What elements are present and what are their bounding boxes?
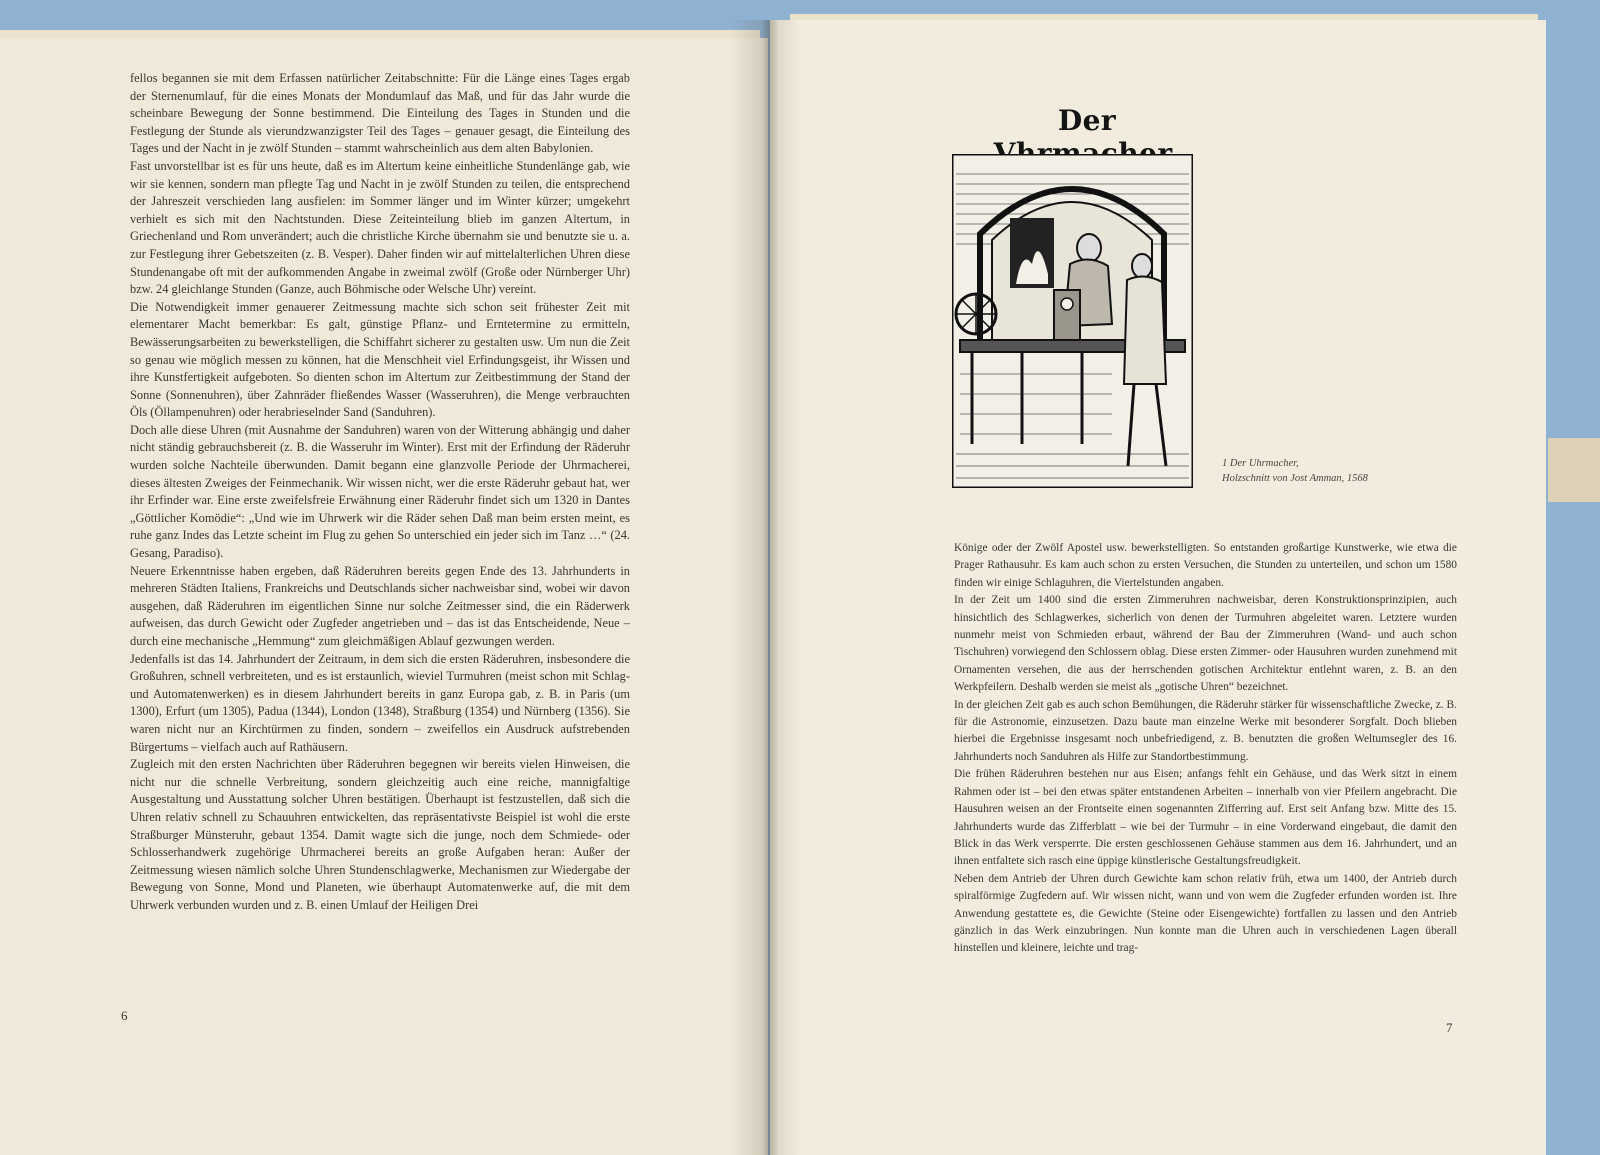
paragraph: Fast unvorstellbar ist es für uns heute, daß es im Altertum keine einheitliche Stundenlänge gab, wie wir sie kennen, sondern man pflegte Tag und Nacht in je zwölf Stunden zu teilen, die entsprechend der Jahreszeit verschieden lang ausfielen: im Sommer länger und im Winter kürzer; umgekehrt verhielt es sich mit den Nachtstunden. Diese Zeiteinteilung blieb im ganzen Altertum, in Griechenland und Rom unverändert; auch die christliche Kirche übernahm sie und benutzte sie u. a. zur Festlegung ihrer Gebetszeiten (z. B. Vesper). Daher finden wir auf mittelalterlichen Uhren diese Stundenangabe oft mit der aufkommenden Angabe in zweimal zwölf (Große oder Nürnberger Uhr) bzw. 24 gleichlange Stunden (Ganze, auch Böhmische oder Welsche Uhr) vereint. [130, 158, 630, 297]
paragraph: Die frühen Räderuhren bestehen nur aus Eisen; anfangs fehlt ein Gehäuse, und das Werk sitzt in einem Rahmen oder ist – bei den etwas später entstandenen Arbeiten – innerhalb von vier Pfeilern angebracht. Die Hausuhren weisen an der Frontseite einen sogenannten Zifferring auf. Erst seit Anfang bzw. Mitte des 15. Jahrhunderts wurde das Zifferblatt – wie bei der Turmuhr – in eine Vorderwand eingebaut, die damit den Blick in das Werk versperrte. Die ersten geschlossenen Gehäuse stammen aus dem 16. Jahrhundert, und an ihnen entfaltete sich rasch eine üppige künstlerische Gestaltungsfreudigkeit. [954, 768, 1457, 868]
page-number-right: 7 [1446, 1020, 1453, 1035]
woodcut-illustration [952, 154, 1193, 488]
figure-caption [1222, 456, 1442, 486]
caption-line: 1 Der Uhrmacher, [1222, 458, 1299, 469]
paragraph: Könige oder der Zwölf Apostel usw. bewerkstelligten. So entstanden großartige Kunstwerke, wie etwa die Prager Rathausuhr. Es kam auch schon zu ersten Versuchen, die Stunden zu unterteilen, und schon um 1580 finden wir einige Schlaguhren, die Viertelstunden angaben. [954, 542, 1457, 589]
caption-line: Holzschnitt von Jost Amman, 1568 [1222, 473, 1368, 484]
woodcut-title: Der [1057, 104, 1117, 137]
right-page-text [954, 540, 1457, 958]
back-page-tab [1548, 438, 1600, 502]
paragraph: In der Zeit um 1400 sind die ersten Zimmeruhren nachweisbar, deren Konstruktionsprinzipien, auch hinsichtlich des Schlagwerkes, sicherlich von denen der Turmuhren abgeleitet waren. Letztere wurden nunmehr meist von Schmieden erbaut, während der Bau der Zimmeruhren (Wand- und auch schon Tischuhren) vorwiegend den Schlossern oblag. Diese ersten Zimmer- oder Hausuhren wurden zunehmend mit Ornamenten versehen, die aus der herrschenden gotischen Architektur entlehnt waren, z. B. an den Werkpfeilern. Deshalb werden sie meist als „gotische Uhren“ bezeichnet. [954, 594, 1457, 694]
paragraph: fellos begannen sie mit dem Erfassen natürlicher Zeitabschnitte: Für die Länge eines Tages ergab der Sternenumlauf, für die eines Monats der Mondumlauf das Maß, und für das Jahr wurde die scheinbare Bewegung der Sonne bestimmend. Die Einteilung des Tages in Stunden und die Festlegung der Stunde als vierundzwanzigster Teil des Tages – genauer gesagt, die Einteilung des Tages und der Nacht in je zwölf Stunden – stammt wahrscheinlich aus dem alten Babylonien. [130, 71, 630, 156]
paragraph: Doch alle diese Uhren (mit Ausnahme der Sanduhren) waren von der Witterung abhängig und daher nicht ständig gebrauchsbereit (z. B. die Wasseruhr im Winter). Erst mit der Erfindung der Räderuhr wurden solche Nachteile überwunden. Damit begann eine glanzvolle Periode der Uhrmacherei, dieses ältesten Zweiges der Feinmechanik. Wir wissen nicht, wer die erste Räderuhr gebaut hat, wer ihr Erfinder war. Eine erste zweifelsfreie Erwähnung einer Räderuhr findet sich um 1320 in Dantes „Göttlicher Komödie“: „Und wie im Uhrwerk wir die Räder sehen Daß man beim ersten meint, es ruhe ganz Indes das Letzte scheint im Flug zu gehen So unterschied ein jeder sich im Tanz …“ (24. Gesang, Paradiso). [130, 422, 630, 561]
paragraph: Die Notwendigkeit immer genauerer Zeitmessung machte sich schon seit frühester Zeit mit elementarer Macht bemerkbar: Es galt, günstige Pflanz- und Erntetermine zu ermitteln, Bewässerungsarbeiten zu bewerkstelligen, die Schiffahrt sicherer zu gestalten usw. Um nun die Zeit so genau wie möglich messen zu können, hat die Menschheit viel Erfindungsgeist, ihr Wissen und ihre Kunstfertigkeit aufgeboten. So dienten schon im Altertum zur Zeitbestimmung der Stand der Sonne (Sonnenuhren), über Zahnräder fließendes Wasser (Wasseruhren), die Menge verbrauchten Öls (Öllampenuhren) oder herabrieselnder Sand (Sanduhren). [130, 299, 630, 420]
paragraph: Neuere Erkenntnisse haben ergeben, daß Räderuhren bereits gegen Ende des 13. Jahrhunderts in mehreren Städten Italiens, Frankreichs und Deutschlands sicher nachweisbar sind, wobei wir davon ausgehen, daß Räderuhren im eigentlichen Sinne nur solche Zeitmesser sind, die ein Räderwerk aufweisen, das durch Gewicht oder Zugfeder angetrieben und – das ist das Entscheidende, Neue – durch eine mechanische „Hemmung“ zum gleichmäßigen Ablauf gezwungen werden. [130, 563, 630, 648]
page-number-left: 6 [121, 1008, 128, 1023]
left-page-text [130, 70, 630, 915]
paragraph: In der gleichen Zeit gab es auch schon Bemühungen, die Räderuhr stärker für wissenschaftliche Zwecke, z. B. für die Astronomie, einzusetzen. Dazu baute man einzelne Werke mit besonderer Sorgfalt. Doch blieben hierbei die Ergebnisse insgesamt noch unbefriedigend, z. B. benutzten die großen Weltumsegler des 16. Jahrhunderts noch Sanduhren als Hilfe zur Standortbestimmung. [954, 698, 1457, 763]
paragraph: Zugleich mit den ersten Nachrichten über Räderuhren begegnen wir bereits vielen Hinweisen, die nicht nur die schnelle Verbreitung, sondern gleichzeitig auch eine reiche, mannigfaltige Ausgestaltung und Ausstattung solcher Uhren bestätigen. Überhaupt ist festzustellen, daß sich die Uhren relativ schnell zu Schauuhren entwickelten, das repräsentativste Beispiel ist wohl die erste Straßburger Münsteruhr, gebaut 1354. Damit wagte sich die junge, noch dem Schmiede- oder Schlosserhandwerk zugehörige Uhrmacherei bereits an große Aufgaben heran: Außer der Zeitmessung wiesen nämlich solche Uhren Stundenschlagwerke, Mechanismen zur Wiedergabe der Bewegung von Sonne, Mond und Planeten, wie überhaupt Automatenwerke auf, die mit dem Uhrwerk verbunden wurden und z. B. einen Umlauf der Heiligen Drei [130, 757, 630, 912]
paragraph: Neben dem Antrieb der Uhren durch Gewichte kam schon relativ früh, etwa um 1400, der Antrieb durch spiralförmige Zugfedern auf. Wir wissen nicht, wann und von wem die Zugfeder erfunden worden ist. Ihre Anwendung gestattete es, die Gewichte (Steine oder Eisengewichte) fortfallen zu lassen und den Antrieb gänzlich in das Werk einzubringen. Nun konnte man die Uhren auch in verschiedenen Lagen überall hinstellen und kleinere, leichte und trag- [954, 872, 1457, 955]
book-spine [730, 20, 800, 1155]
paragraph: Jedenfalls ist das 14. Jahrhundert der Zeitraum, in dem sich die ersten Räderuhren, insbesondere die Großuhren, schnell verbreiteten, und es ist erstaunlich, wieviel Turmuhren (meist schon mit Schlag- und Automatenwerken) es in diesem Jahrhundert bereits in ganz Europa gab, z. B. in Paris (um 1300), Erfurt (um 1305), Padua (1344), London (1348), Straßburg (1354) und Nürnberg (1356). Sie waren nicht nur an Kirchtürmen zu finden, sondern – zweifellos ein Ausdruck aufstrebenden Bürgertums – vielfach auch auf Rathäusern. [130, 651, 630, 754]
